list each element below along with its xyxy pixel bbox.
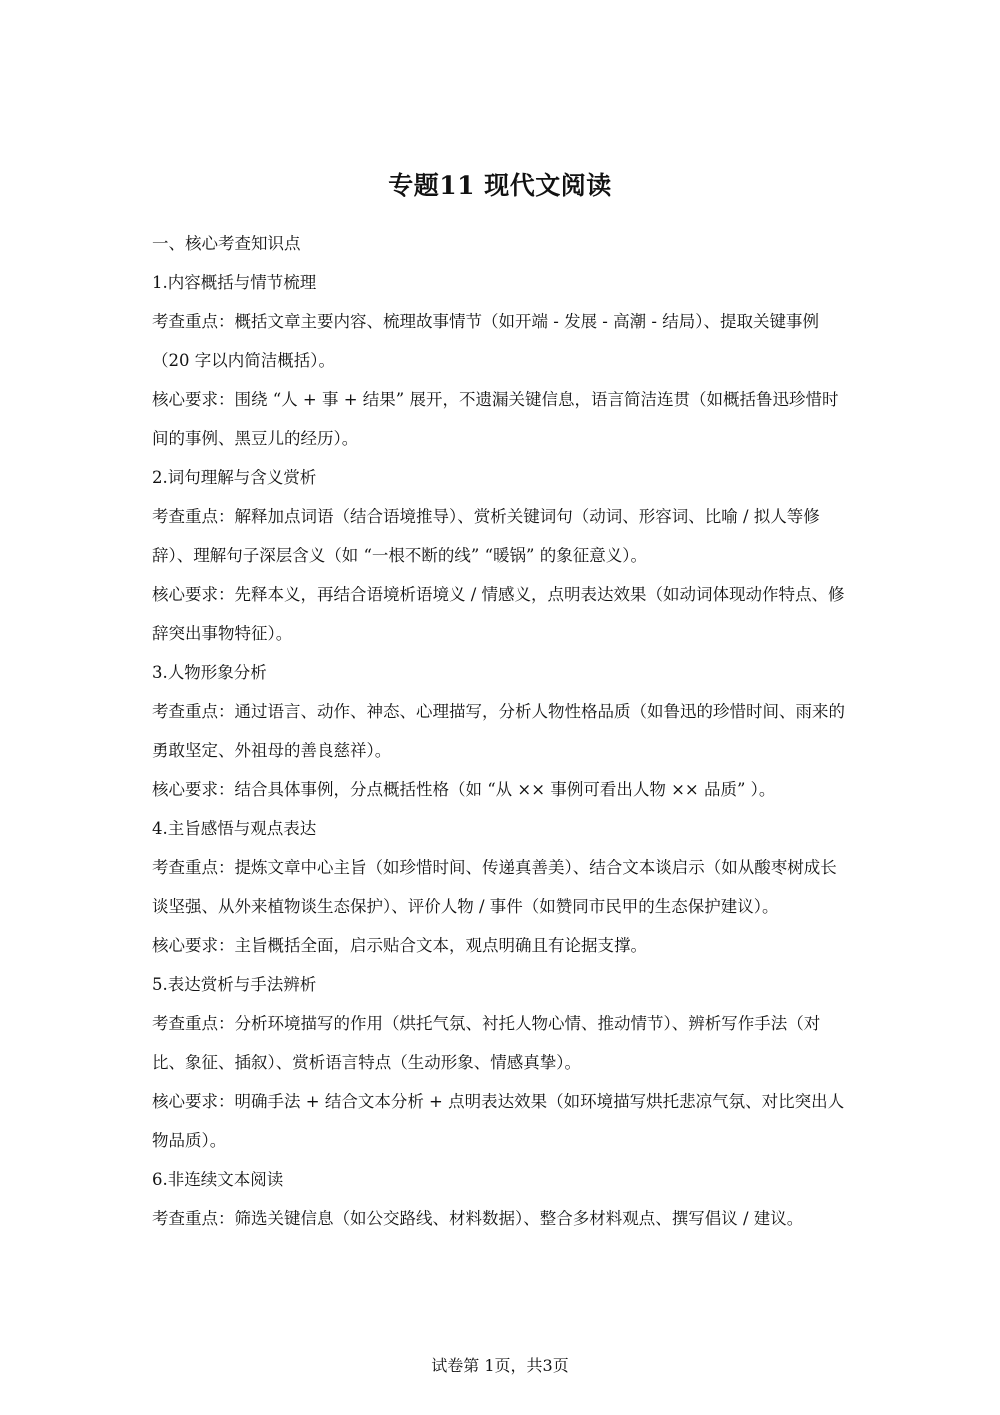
point-heading-5: 5.表达赏析与手法辨析 [152, 975, 317, 994]
document-body [152, 224, 852, 1238]
point-5-requirement: 核心要求：明确手法 + 结合文本分析 + 点明表达效果（如环境描写烘托悲凉气氛、对比突出人物品质）。 [152, 1092, 845, 1150]
point-4-focus: 考查重点：提炼文章中心主旨（如珍惜时间、传递真善美）、结合文本谈启示（如从酸枣树成长谈坚强、从外来植物谈生态保护）、评价人物 / 事件（如赞同市民甲的生态保护建议）。 [152, 858, 837, 916]
point-2-requirement: 核心要求：先释本义，再结合语境析语境义 / 情感义，点明表达效果（如动词体现动作特点、修辞突出事物特征）。 [152, 585, 845, 643]
point-heading-6: 6.非连续文本阅读 [152, 1170, 284, 1189]
point-5-focus: 考查重点：分析环境描写的作用（烘托气氛、衬托人物心情、推动情节）、辨析写作手法（对比、象征、插叙）、赏析语言特点（生动形象、情感真挚）。 [152, 1014, 821, 1072]
point-1-requirement: 核心要求：围绕 “人 + 事 + 结果” 展开，不遗漏关键信息，语言简洁连贯（如概括鲁迅珍惜时间的事例、黑豆儿的经历）。 [152, 390, 839, 448]
section-heading: 一、核心考查知识点 [152, 234, 301, 253]
point-3-focus: 考查重点：通过语言、动作、神态、心理描写，分析人物性格品质（如鲁迅的珍惜时间、雨来的勇敢坚定、外祖母的善良慈祥）。 [152, 702, 845, 760]
point-4-requirement: 核心要求：主旨概括全面，启示贴合文本，观点明确且有论据支撑。 [152, 936, 647, 955]
point-heading-1: 1.内容概括与情节梳理 [152, 273, 317, 292]
point-6-focus: 考查重点：筛选关键信息（如公交路线、材料数据）、整合多材料观点、撰写倡议 / 建议。 [152, 1209, 804, 1228]
point-3-requirement: 核心要求：结合具体事例，分点概括性格（如 “从 ×× 事例可看出人物 ×× 品质” ）。 [152, 780, 776, 799]
point-1-focus: 考查重点：概括文章主要内容、梳理故事情节（如开端 - 发展 - 高潮 - 结局）、提取关键事例（20 字以内简洁概括）。 [152, 312, 819, 370]
point-heading-3: 3.人物形象分析 [152, 663, 267, 682]
point-heading-4: 4.主旨感悟与观点表达 [152, 819, 317, 838]
page-title: 专题11 现代文阅读 [388, 171, 612, 200]
point-2-focus: 考查重点：解释加点词语（结合语境推导）、赏析关键词句（动词、形容词、比喻 / 拟人等修辞）、理解句子深层含义（如 “一根不断的线” “暖锅” 的象征意义）。 [152, 507, 820, 565]
page-footer: 试卷第 1页，共3页 [431, 1356, 569, 1375]
point-heading-2: 2.词句理解与含义赏析 [152, 468, 317, 487]
